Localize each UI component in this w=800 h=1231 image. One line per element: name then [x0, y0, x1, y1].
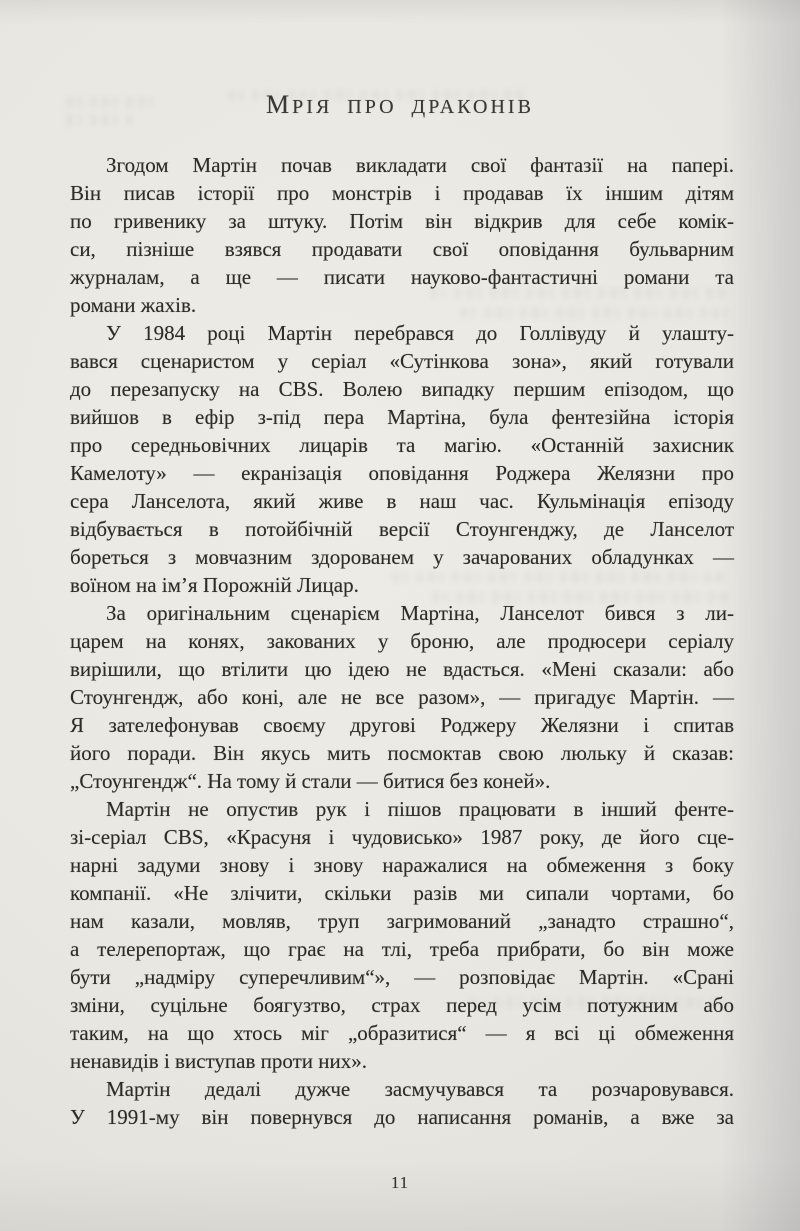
text-line: вирішили, що втілити цю ідею не вдасться. «Мені сказали: або: [70, 657, 734, 681]
text-line: зміни, суцільне боягузтво, страх перед усім потужним або: [70, 993, 734, 1017]
text-line: Камелоту» — екранізація оповідання Роджера Желязни про: [70, 461, 734, 485]
text-line: Мартін дедалі дужче засмучувався та розчаровувався.: [106, 1077, 734, 1101]
text-line: нарні задуми знову і знову наражалися на обмеження з боку: [70, 853, 734, 877]
text-line: до перезапуску на CBS. Волею випадку першим епізодом, що: [70, 377, 734, 401]
text-line: „Стоунгендж“. На тому й стали — битися без коней».: [70, 769, 551, 793]
text-line: Я зателефонував своєму другові Роджеру Желязни і спитав: [70, 713, 734, 737]
text-line: бути „надміру суперечливим“», — розповідає Мартін. «Срані: [70, 965, 734, 989]
text-line: Мартін не опустив рук і пішов працювати в інший фенте-: [106, 797, 734, 821]
text-line: по гривенику за штуку. Потім він відкрив для себе комік-: [70, 209, 734, 233]
text-line: романи жахів.: [70, 293, 197, 317]
paragraph: [70, 151, 734, 319]
text-line: ненавидів і виступав проти них».: [70, 1049, 367, 1073]
paragraph: [70, 599, 734, 795]
text-line: а телерепортаж, що грає на тлі, треба прибрати, бо він може: [70, 937, 734, 961]
text-line: зі-серіал CBS, «Красуня і чудовисько» 1987 року, де його сце-: [70, 825, 734, 849]
page-number: 11: [390, 1173, 410, 1192]
text-line: про середньовічних лицарів та магію. «Останній захисник: [70, 433, 734, 457]
text-line: сера Ланселота, який живе в наш час. Кульмінація епізоду: [70, 489, 734, 513]
text-line: нам казали, мовляв, труп загримований „занадто страшно“,: [70, 909, 734, 933]
text-line: вийшов в ефір з-під пера Мартіна, була фентезійна історія: [70, 405, 734, 429]
body-text: [70, 151, 734, 1131]
text-line: відбувається в потойбічній версії Стоунгенджу, де Ланселот: [70, 517, 734, 541]
paragraph: [70, 795, 734, 1075]
text-line: його поради. Він якусь мить посмоктав свою люльку й сказав:: [70, 741, 734, 765]
text-line: За оригінальним сценарієм Мартіна, Ланселот бився з ли-: [106, 601, 734, 625]
text-line: таким, на що хтось міг „образитися“ — я всі ці обмеження: [70, 1021, 734, 1045]
chapter-title: МРІЯ ПРО ДРАКОНІВ: [266, 90, 534, 119]
text-line: У 1991-му він повернувся до написання романів, а вже за: [70, 1105, 734, 1129]
text-line: У 1984 році Мартін перебрався до Голлівуду й улашту-: [106, 321, 734, 345]
text-line: Стоунгендж, або коні, але не все разом», — пригадує Мартін. —: [70, 685, 734, 709]
text-line: Він писав історії про монстрів і продавав їх іншим дітям: [70, 181, 734, 205]
text-line: царем на конях, закованих у броню, але продюсери серіалу: [70, 629, 734, 653]
text-line: бореться з мовчазним здорованем у зачарованих обладунках —: [70, 545, 734, 569]
text-line: компанії. «Не злічити, скільки разів ми сипали чортами, бо: [70, 881, 734, 905]
text-line: вався сценаристом у серіал «Сутінкова зона», який готували: [70, 349, 734, 373]
paragraph: [70, 319, 734, 599]
text-line: Згодом Мартін почав викладати свої фантазії на папері.: [106, 153, 734, 177]
text-line: журналам, а ще — писати науково-фантастичні романи та: [70, 265, 734, 289]
text-line: воїном на ім’я Порожній Лицар.: [70, 573, 359, 597]
paragraph: [70, 1075, 734, 1131]
text-line: си, пізніше взявся продавати свої оповідання бульварним: [70, 237, 734, 261]
